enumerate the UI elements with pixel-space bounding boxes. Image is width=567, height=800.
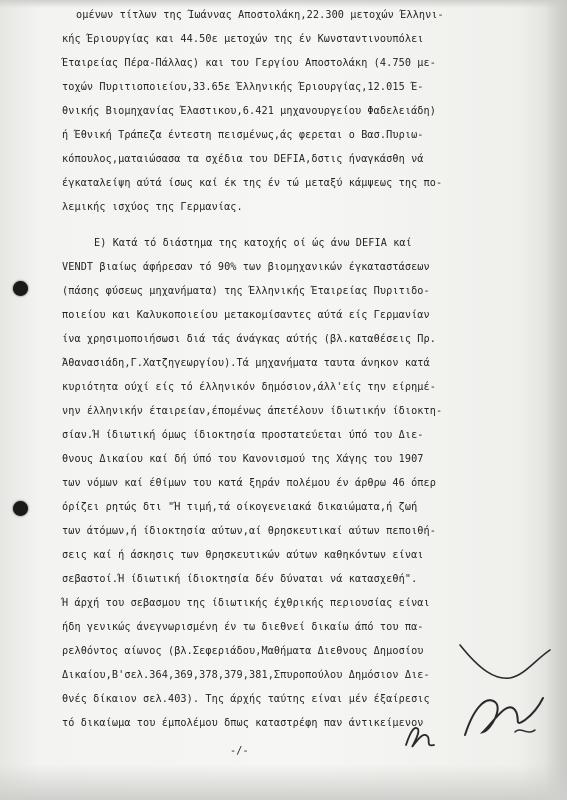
text-line: (πάσης φύσεως μηχανήματα) της Έλληνικής Έταιρείας Πυριτιδο- (62, 286, 430, 297)
text-line: ποιείου και Καλυκοποιείου μετακομίσαντες αύτά είς Γερμανίαν (62, 310, 430, 321)
text-line: θνους Δικαίου καί δή ύπό του Κανονισμού της Χάγης του 1907 (62, 454, 424, 465)
text-line: σεβαστοί.Ή ίδιωτική ίδιοκτησία δέν δύναται νά κατασχεθή". (62, 574, 418, 585)
page-mark: -/- (230, 746, 249, 757)
text-line: ομένων τίτλων της Ίωάννας Αποστολάκη,22.300 μετοχών Έλληνι- (76, 10, 444, 21)
text-line: ήδη γενικώς άνεγνωρισμένη έν τω διεθνεί δικαίω άπό του πα- (62, 622, 424, 633)
text-line: σίαν.Ή ίδιωτική όμως ίδιοκτησία προστατεύεται ύπό του Διε- (62, 430, 424, 441)
text-line: κής Έριουργίας και 44.50ε μετοχών της έν Κωνσταντινουπόλει (62, 34, 424, 45)
text-line: Άθανασιάδη,Γ.Χατζηγεωργίου).Τά μηχανήματα ταυτα άνηκον κατά (62, 358, 430, 369)
text-line: των άτόμων,ή ίδιοκτησία αύτων,αί θρησκευτικαί αύτων πεποιθή- (62, 526, 437, 537)
text-line: τό δικαίωμα του έμπολέμου δπως καταστρέφη παν άντικείμενον (62, 718, 424, 729)
text-line: σεις καί ή άσκησις των θρησκευτικών αύτων καθηκόντων είναι (62, 550, 424, 561)
text-line: των νόμων καί έθίμων του κατά ξηράν πολέμου έν άρθρω 46 όπερ (62, 478, 437, 489)
text-line: όρίζει ρητώς δτι "Ή τιμή,τά οίκογενειακά δικαιώματα,ή ζωή (62, 502, 418, 513)
text-line: Έταιρείας Πέρα-Πάλλας) και του Γεργίου Αποστολάκη (4.750 με- (62, 58, 437, 69)
text-line: θνές δίκαιον σελ.403). Της άρχής ταύτης είναι μέν έξαίρεσις (62, 694, 430, 705)
text-line: VENDT βιαίως άφήρεσαν τό 90% των βιομηχανικών έγκαταστάσεων (62, 262, 430, 273)
text-line: τοχών Πυριτιοποιείου,33.65ε Έλληνικής Έριουργίας,12.015 Έ- (62, 82, 424, 93)
text-line: ρελθόντος αίωνος (βλ.Σεφεριάδου,Μαθήματα Διεθνους Δημοσίου (62, 646, 424, 657)
handwritten-signature (455, 640, 555, 750)
text-line: Δικαίου,Β'σελ.364,369,378,379,381,Σπυροπούλου Δημόσιον Διε- (62, 670, 430, 681)
text-line: λεμικής ισχύος της Γερμανίας. (62, 202, 243, 213)
text-line: νην έλληνικήν έταιρείαν,έπομένως άπετέλουν ίδιωτικήν ίδιοκτη- (62, 406, 443, 417)
text-line: Ε) Κατά τό διάστημα της κατοχής οί ώς άνω DEFIA καί (94, 238, 412, 249)
text-line: ή Έθνική Τράπεζα έντεστη πεισμένως,άς φερεται ο Βασ.Πυριω- (62, 130, 424, 141)
text-line: Ή άρχή του σεβασμου της ίδιωτικής έχθρικής περιουσίας είναι (62, 598, 430, 609)
text-line: κυριότητα ούχί είς τό έλληνικόν δημόσιον,άλλ'είς την είρημέ- (62, 382, 437, 393)
text-line: κόπουλος,ματαιώσασα τα σχέδια του DEFIA,δστις ήναγκάσθη νά (62, 154, 424, 165)
text-line: θνικής Βιομηχανίας Έλαστικου,6.421 μηχανουργείου Φαδελειάδη) (62, 106, 437, 117)
text-line: έγκαταλείψη αύτά ίσως καί έκ της έν τώ μεταξύ κάμψεως της πο- (62, 178, 443, 189)
text-line: ίνα χρησιμοποιήσωσι διά τάς άνάγκας αύτής (βλ.καταθέσεις Πρ. (62, 334, 437, 345)
initials-mark (400, 715, 440, 755)
